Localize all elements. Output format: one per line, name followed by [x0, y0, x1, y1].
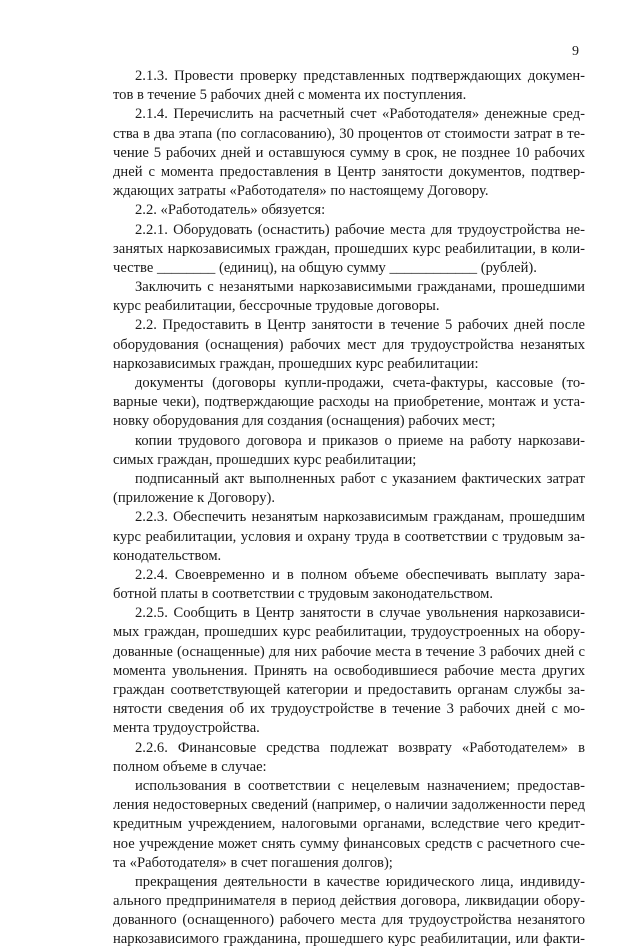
text-line: мых граждан, прошедших курс реабилитации, трудоустроенных на обору-: [113, 624, 585, 641]
text-line: кредитным учреждением, налоговыми органами, вследствие чего кредит-: [113, 816, 585, 833]
text-line: чение 5 рабочих дней и оставшуюся сумму в срок, не позднее 10 рабочих: [113, 144, 585, 161]
text-line: наркозависимых граждан, прошедших курс реабилитации:: [113, 355, 479, 372]
text-line: честве ________ (единиц), на общую сумму ____________ (рублей).: [113, 259, 537, 276]
text-line: ального предпринимателя в период действия договора, ликвидации обору-: [113, 893, 585, 910]
text-line: дней с момента предоставления в Центр занятости документов, подтвер-: [113, 163, 585, 180]
text-line: курс реабилитации, бессрочные трудовые договоры.: [113, 298, 440, 315]
text-line: 2.1.4. Перечислить на расчетный счет «Работодателя» денежные сред-: [135, 106, 585, 123]
text-line: ства в два этапа (по согласованию), 30 процентов от стоимости затрат в те-: [113, 125, 585, 142]
text-line: 2.2.4. Своевременно и в полном объеме обеспечивать выплату зара-: [135, 566, 585, 583]
text-line: варные чеки), подтверждающие расходы на приобретение, монтаж и уста-: [113, 394, 585, 411]
text-line: использования в соответствии с нецелевым назначением; предостав-: [135, 777, 585, 794]
text-line: дованного (оснащенного) рабочего места для трудоустройства незанятого: [113, 912, 585, 929]
text-line: Заключить с незанятыми наркозависимыми гражданами, прошедшими: [135, 279, 585, 296]
text-line: курс реабилитации, условия и охрану труда в соответствии с трудовым за-: [113, 528, 585, 545]
text-line: ботной платы в соответствии с трудовым законодательством.: [113, 586, 494, 603]
text-line: документы (договоры купли-продажи, счета-фактуры, кассовые (то-: [135, 375, 585, 391]
text-line: конодательством.: [113, 547, 222, 564]
text-line: граждан соответствующей категории и предоставить органам службы за-: [113, 682, 585, 698]
text-line: занятых наркозависимых граждан, прошедших курс реабилитации, в коли-: [113, 240, 585, 257]
text-line: мента трудоустройства.: [113, 720, 260, 737]
text-line: новку оборудования для создания (оснащения) рабочих мест;: [113, 413, 496, 430]
text-line: ления недостоверных сведений (например, о наличии задолженности перед: [113, 797, 585, 814]
text-line: оборудования (оснащения) рабочих мест для трудоустройства незанятых: [113, 336, 585, 353]
text-line: дованные (оснащенные) для них рабочие места в течение 3 рабочих дней с: [113, 643, 585, 660]
text-line: та «Работодателя» в счет погашения долгов);: [113, 854, 393, 871]
text-line: ное учреждение может снять сумму финансовых средств с расчетного сче-: [113, 835, 585, 852]
text-line: наркозависимого гражданина, прошедшего курс реабилитации, или факти-: [113, 931, 585, 948]
text-line: полном объеме в случае:: [113, 758, 267, 775]
text-line: 2.2.5. Сообщить в Центр занятости в случае увольнения наркозависи-: [135, 605, 585, 622]
text-line: 2.2.1. Оборудовать (оснастить) рабочие места для трудоустройства не-: [135, 221, 585, 238]
document-body: [113, 67, 585, 950]
text-line: копии трудового договора и приказов о приеме на работу наркозави-: [135, 432, 585, 449]
text-line: тов в течение 5 рабочих дней с момента их поступления.: [113, 87, 467, 104]
text-line: ждающих затраты «Работодателя» по настоящему Договору.: [113, 183, 489, 200]
text-line: 2.1.3. Провести проверку представленных подтверждающих докумен-: [135, 68, 585, 84]
text-line: нятости сведения об их трудоустройстве в течение 3 рабочих дней с мо-: [113, 701, 585, 718]
text-line: (приложение к Договору).: [113, 490, 276, 507]
page-number: 9: [572, 44, 579, 59]
text-line: прекращения деятельности в качестве юридического лица, индивиду-: [135, 873, 585, 890]
text-line: 2.2. Предоставить в Центр занятости в течение 5 рабочих дней после: [135, 317, 585, 334]
text-line: симых граждан, прошедших курс реабилитации;: [113, 451, 417, 468]
text-line: момента увольнения. Принять на освободившиеся рабочие места других: [113, 662, 585, 679]
text-line: 2.2.6. Финансовые средства подлежат возврату «Работодателем» в: [135, 739, 585, 756]
text-line: 2.2.3. Обеспечить незанятым наркозависимым гражданам, прошедшим: [135, 509, 585, 526]
text-line: подписанный акт выполненных работ с указанием фактических затрат: [135, 470, 585, 487]
text-line: 2.2. «Работодатель» обязуется:: [135, 202, 326, 219]
